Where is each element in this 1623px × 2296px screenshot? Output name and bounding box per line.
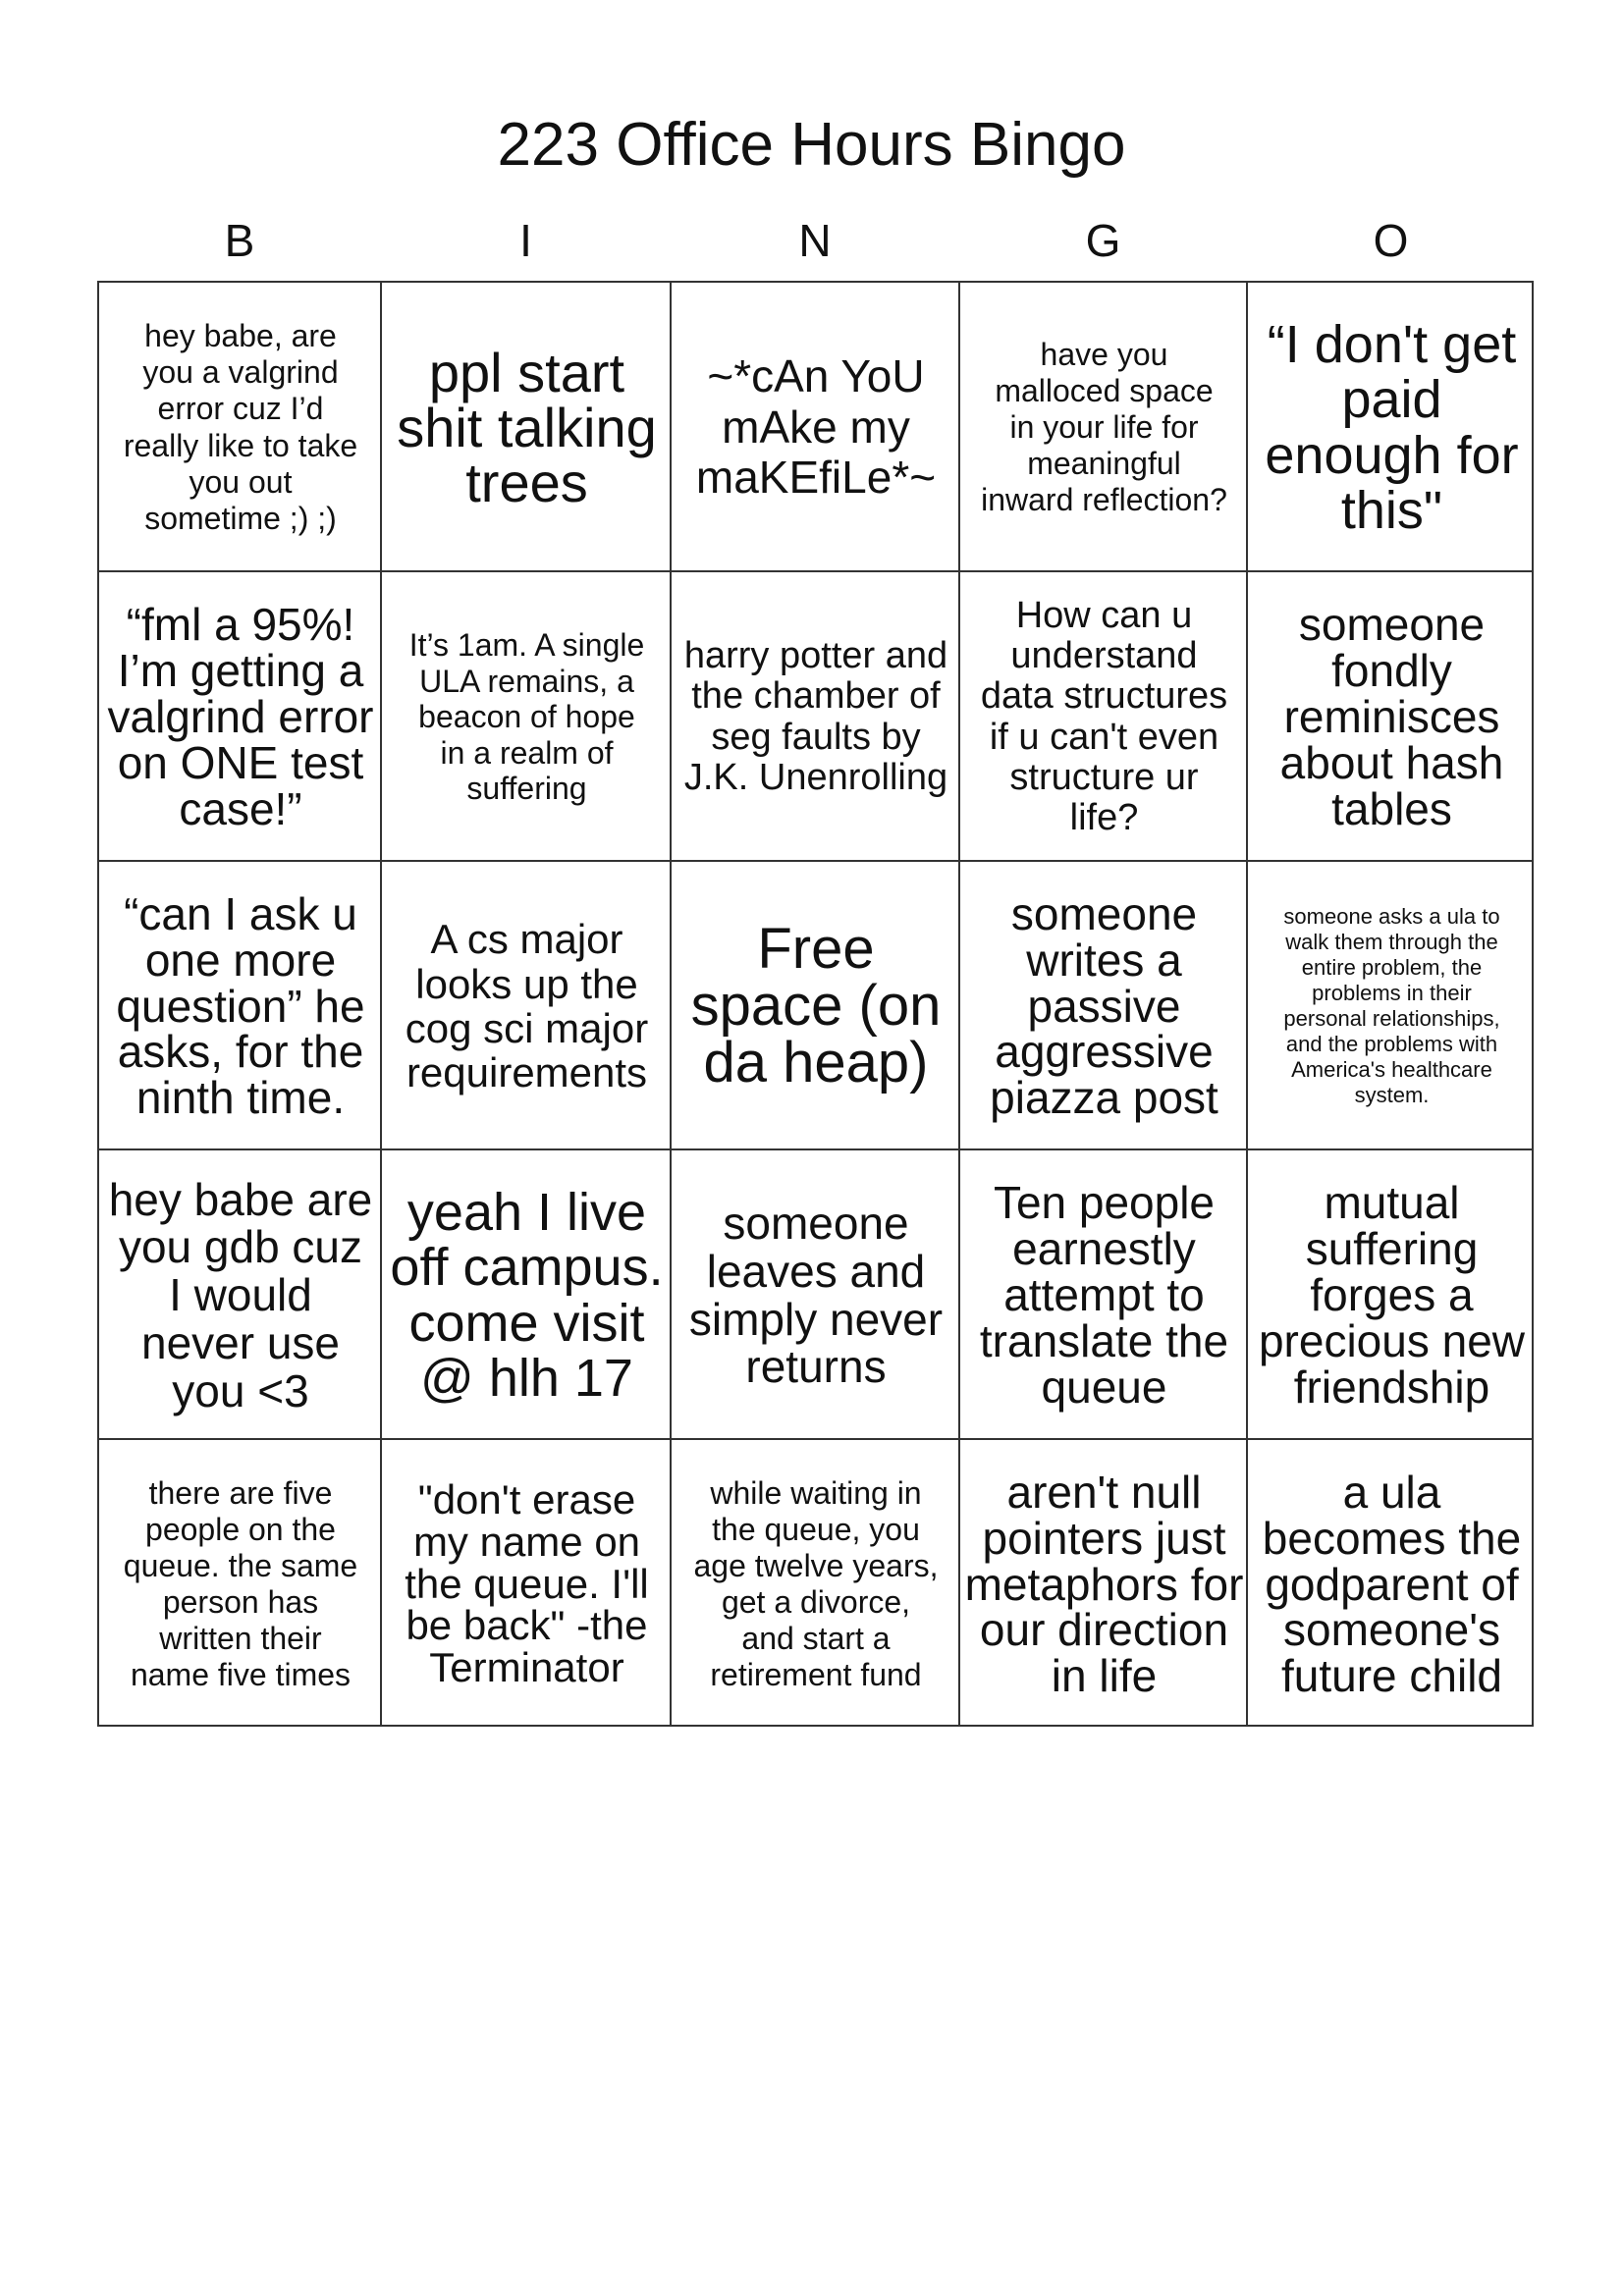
- bingo-cell: [672, 1440, 960, 1729]
- bingo-cell-text: ~*cAn YoU mAke my maKEfiLe*~: [695, 350, 937, 504]
- bingo-cell-text: A cs major looks up the cog sci major requirements: [405, 916, 649, 1096]
- bingo-cell: [382, 572, 672, 862]
- row-divider: [99, 1148, 1532, 1150]
- bingo-cell: [960, 1440, 1248, 1729]
- bingo-cell-text: hey babe, are you a valgrind error cuz I’d really like to take you out sometime ;) ;): [123, 318, 358, 536]
- row-divider: [99, 1438, 1532, 1440]
- bingo-cell-text: Free space (on da heap): [690, 917, 942, 1095]
- bingo-cell: [960, 1150, 1248, 1440]
- bingo-cell: [960, 572, 1248, 862]
- bingo-cell: [99, 1440, 382, 1729]
- header-letter-n: N: [798, 215, 832, 266]
- bingo-cell-text: yeah I live off campus. come visit @ hlh 17: [390, 1183, 664, 1408]
- bingo-cell: [382, 1150, 672, 1440]
- bingo-cell: [1248, 1440, 1536, 1729]
- bingo-cell: [672, 1150, 960, 1440]
- bingo-cell-text: hey babe are you gdb cuz I would never use you <3: [108, 1173, 373, 1416]
- bingo-cell: [99, 283, 382, 572]
- header-letter-i: I: [519, 215, 532, 266]
- bingo-cell-text: “fml a 95%! I’m getting a valgrind error on ONE test case!”: [107, 599, 374, 834]
- bingo-cell: [99, 862, 382, 1150]
- bingo-cell: [672, 572, 960, 862]
- bingo-cell: [382, 283, 672, 572]
- bingo-cell: [99, 572, 382, 862]
- bingo-board: [97, 281, 1534, 1727]
- bingo-cell-text: Ten people earnestly attempt to translate the queue: [979, 1177, 1229, 1413]
- bingo-cell-text: someone asks a ula to walk them through the entire problem, the problems in their personal relationships, and the problems with America's healthcare system.: [1283, 904, 1500, 1107]
- bingo-cell: [1248, 283, 1536, 572]
- bingo-cell: [99, 1150, 382, 1440]
- bingo-cell-text: aren't null pointers just metaphors for our direction in life: [964, 1466, 1244, 1702]
- bingo-cell: [1248, 1150, 1536, 1440]
- bingo-cell: [960, 283, 1248, 572]
- header-letter-b: B: [224, 215, 255, 266]
- bingo-cell-text: How can u understand data structures if u can't even structure ur life?: [980, 595, 1228, 838]
- bingo-cell-text: someone writes a passive aggressive piazza post: [990, 887, 1218, 1124]
- bingo-cell: [1248, 862, 1536, 1150]
- bingo-header-row: [98, 208, 1534, 273]
- bingo-cell: [382, 1440, 672, 1729]
- column-divider: [1246, 283, 1248, 1725]
- bingo-cell-text: It’s 1am. A single ULA remains, a beacon of hope in a realm of suffering: [408, 627, 645, 807]
- bingo-cell: [382, 862, 672, 1150]
- bingo-cell-text: have you malloced space in your life for meaningful inward reflection?: [981, 336, 1227, 518]
- row-divider: [99, 860, 1532, 862]
- row-divider: [99, 570, 1532, 572]
- bingo-cell-text: while waiting in the queue, you age twelve years, get a divorce, and start a retirement fund: [693, 1474, 939, 1693]
- bingo-cell-text: ppl start shit talking trees: [397, 341, 657, 513]
- column-divider: [670, 283, 672, 1725]
- column-divider: [380, 283, 382, 1725]
- bingo-cell-text: harry potter and the chamber of seg faults by J.K. Unenrolling: [683, 635, 948, 798]
- column-divider: [958, 283, 960, 1725]
- free-space-cell: [672, 862, 960, 1150]
- bingo-cell-text: someone leaves and simply never returns: [688, 1198, 944, 1393]
- bingo-cell-text: mutual suffering forges a precious new friendship: [1258, 1177, 1526, 1413]
- bingo-cell-text: someone fondly reminisces about hash tables: [1279, 599, 1504, 834]
- bingo-cell-text: a ula becomes the godparent of someone's future child: [1262, 1466, 1522, 1702]
- bingo-cell: [1248, 572, 1536, 862]
- bingo-cell-text: “can I ask u one more question” he asks, for the ninth time.: [116, 887, 365, 1124]
- bingo-cell-text: "don't erase my name on the queue. I'll be back" -the Terminator: [405, 1475, 649, 1691]
- bingo-cell: [960, 862, 1248, 1150]
- bingo-cell-text: “I don't get paid enough for this": [1265, 315, 1519, 540]
- page-title: 223 Office Hours Bingo: [497, 111, 1126, 179]
- header-letter-o: O: [1373, 215, 1409, 266]
- bingo-cell-text: there are five people on the queue. the same person has written their name five times: [123, 1474, 358, 1693]
- bingo-cell: [672, 283, 960, 572]
- header-letter-g: G: [1085, 215, 1121, 266]
